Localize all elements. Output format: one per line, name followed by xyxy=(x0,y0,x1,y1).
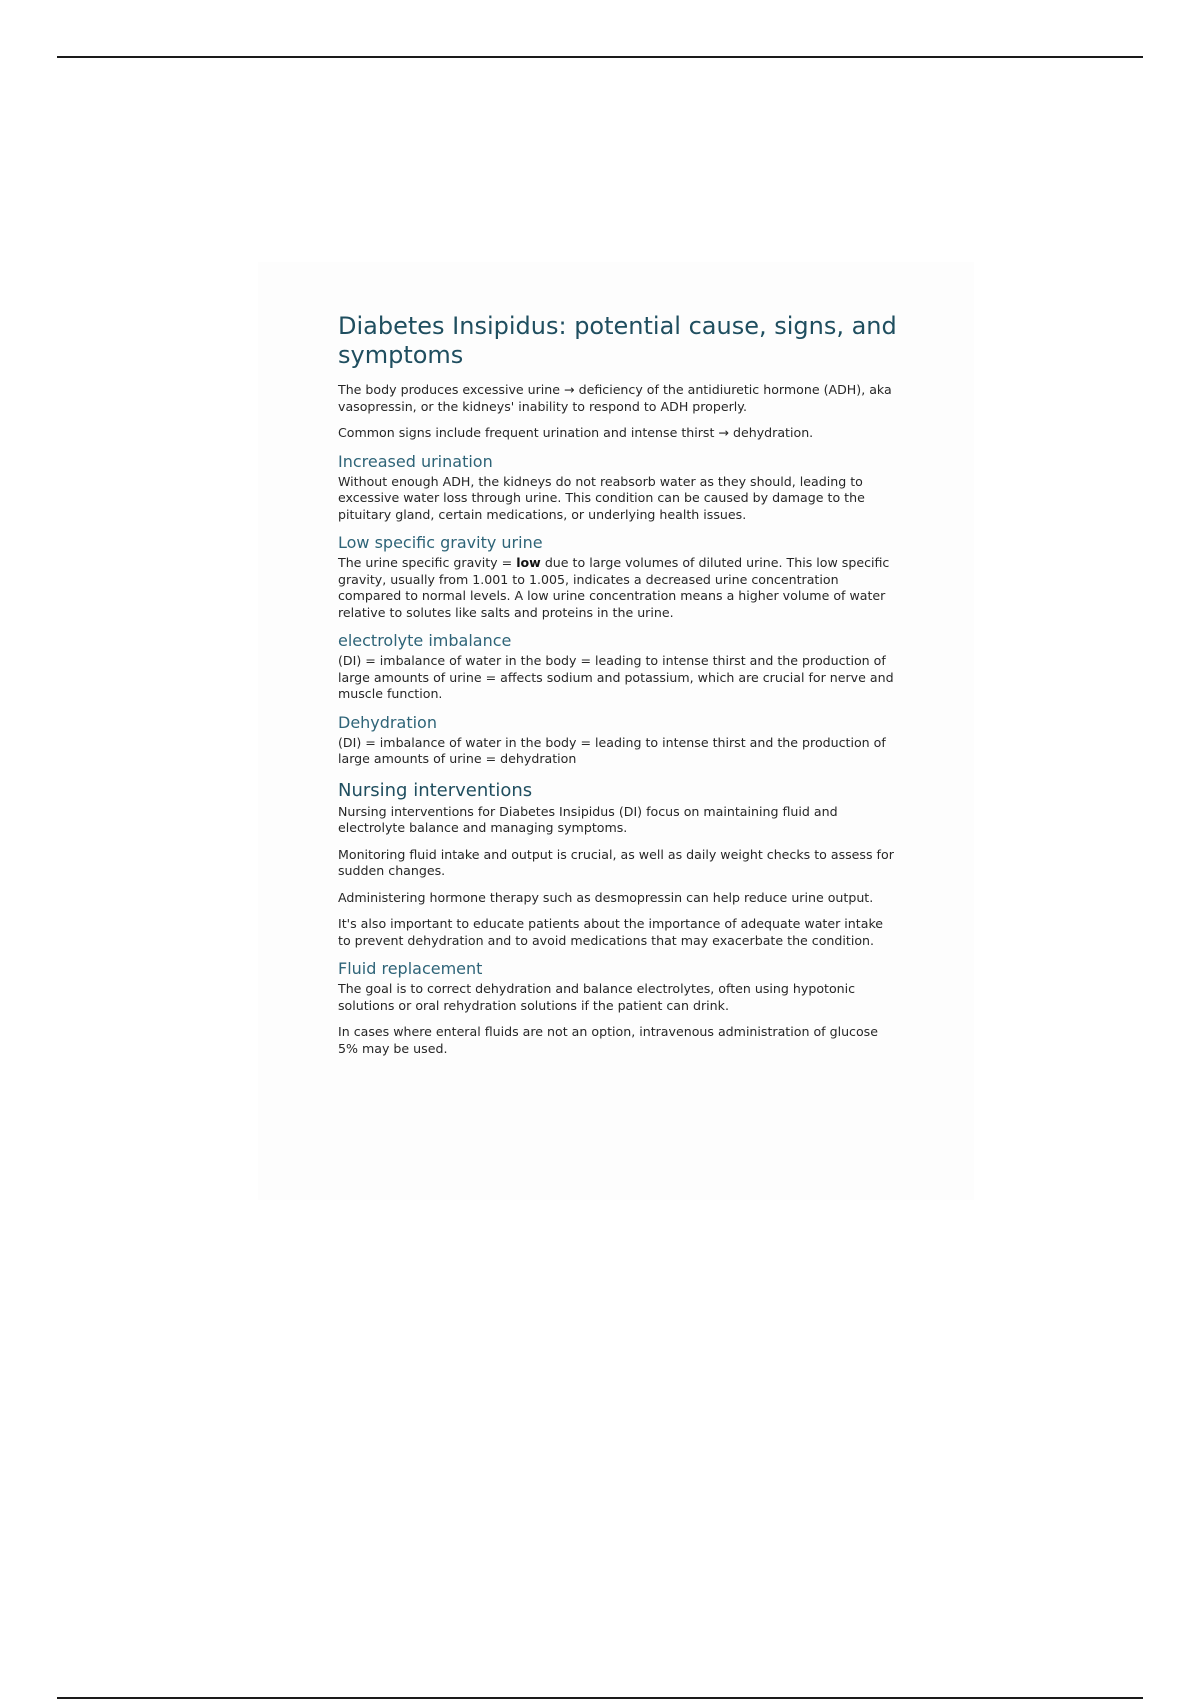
document-page xyxy=(258,262,974,1200)
electrolyte-imbalance-text: (DI) = imbalance of water in the body = leading to intense thirst and the production of large amounts of urine = affects sodium and potassium, which are crucial for nerve and muscle function. xyxy=(338,653,894,701)
heading-electrolyte-imbalance: electrolyte imbalance xyxy=(338,631,512,650)
low-specific-gravity-text-end: due to large volumes of diluted urine. This low specific gravity, usually from 1.001 to 1.005, indicates a decreased urine concentration compared to normal levels. A low urine concentration means a higher volume of water relative to solutes like salts and proteins in the urine. xyxy=(338,555,890,620)
top-divider xyxy=(57,56,1143,58)
page-title: Diabetes Insipidus: potential cause, signs, and symptoms xyxy=(338,312,897,369)
nursing-paragraph-3: Administering hormone therapy such as desmopressin can help reduce urine output. xyxy=(338,889,874,905)
intro-paragraph-1: The body produces excessive urine → deficiency of the antidiuretic hormone (ADH), aka vasopressin, or the kidneys' inability to respond to ADH properly. xyxy=(338,382,892,414)
low-specific-gravity-bold: low xyxy=(516,555,541,570)
fluid-paragraph-2: In cases where enteral fluids are not an option, intravenous administration of glucose 5% may be used. xyxy=(338,1024,878,1056)
bottom-divider xyxy=(57,1697,1143,1699)
document-content xyxy=(338,312,898,1067)
low-specific-gravity-text-start: The urine specific gravity = xyxy=(338,555,517,570)
low-specific-gravity-text xyxy=(338,555,898,621)
heading-increased-urination: Increased urination xyxy=(338,451,493,471)
increased-urination-text: Without enough ADH, the kidneys do not reabsorb water as they should, leading to excessive water loss through urine. This condition can be caused by damage to the pituitary gland, certain medications, or underlying health issues. xyxy=(338,473,865,522)
fluid-paragraph-1: The goal is to correct dehydration and balance electrolytes, often using hypotonic solutions or oral rehydration solutions if the patient can drink. xyxy=(338,981,856,1013)
heading-dehydration: Dehydration xyxy=(338,712,437,732)
nursing-paragraph-1: Nursing interventions for Diabetes Insipidus (DI) focus on maintaining fluid and electrolyte balance and managing symptoms. xyxy=(338,803,838,835)
dehydration-text: (DI) = imbalance of water in the body = leading to intense thirst and the production of large amounts of urine = dehydration xyxy=(338,734,886,766)
heading-low-specific-gravity: Low specific gravity urine xyxy=(338,533,543,552)
heading-nursing-interventions: Nursing interventions xyxy=(338,779,533,801)
heading-fluid-replacement: Fluid replacement xyxy=(338,959,483,978)
nursing-paragraph-2: Monitoring fluid intake and output is crucial, as well as daily weight checks to assess for sudden changes. xyxy=(338,846,894,878)
nursing-paragraph-4: It's also important to educate patients about the importance of adequate water intake to prevent dehydration and to avoid medications that may exacerbate the condition. xyxy=(338,916,884,948)
intro-paragraph-2: Common signs include frequent urination and intense thirst → dehydration. xyxy=(338,425,814,440)
